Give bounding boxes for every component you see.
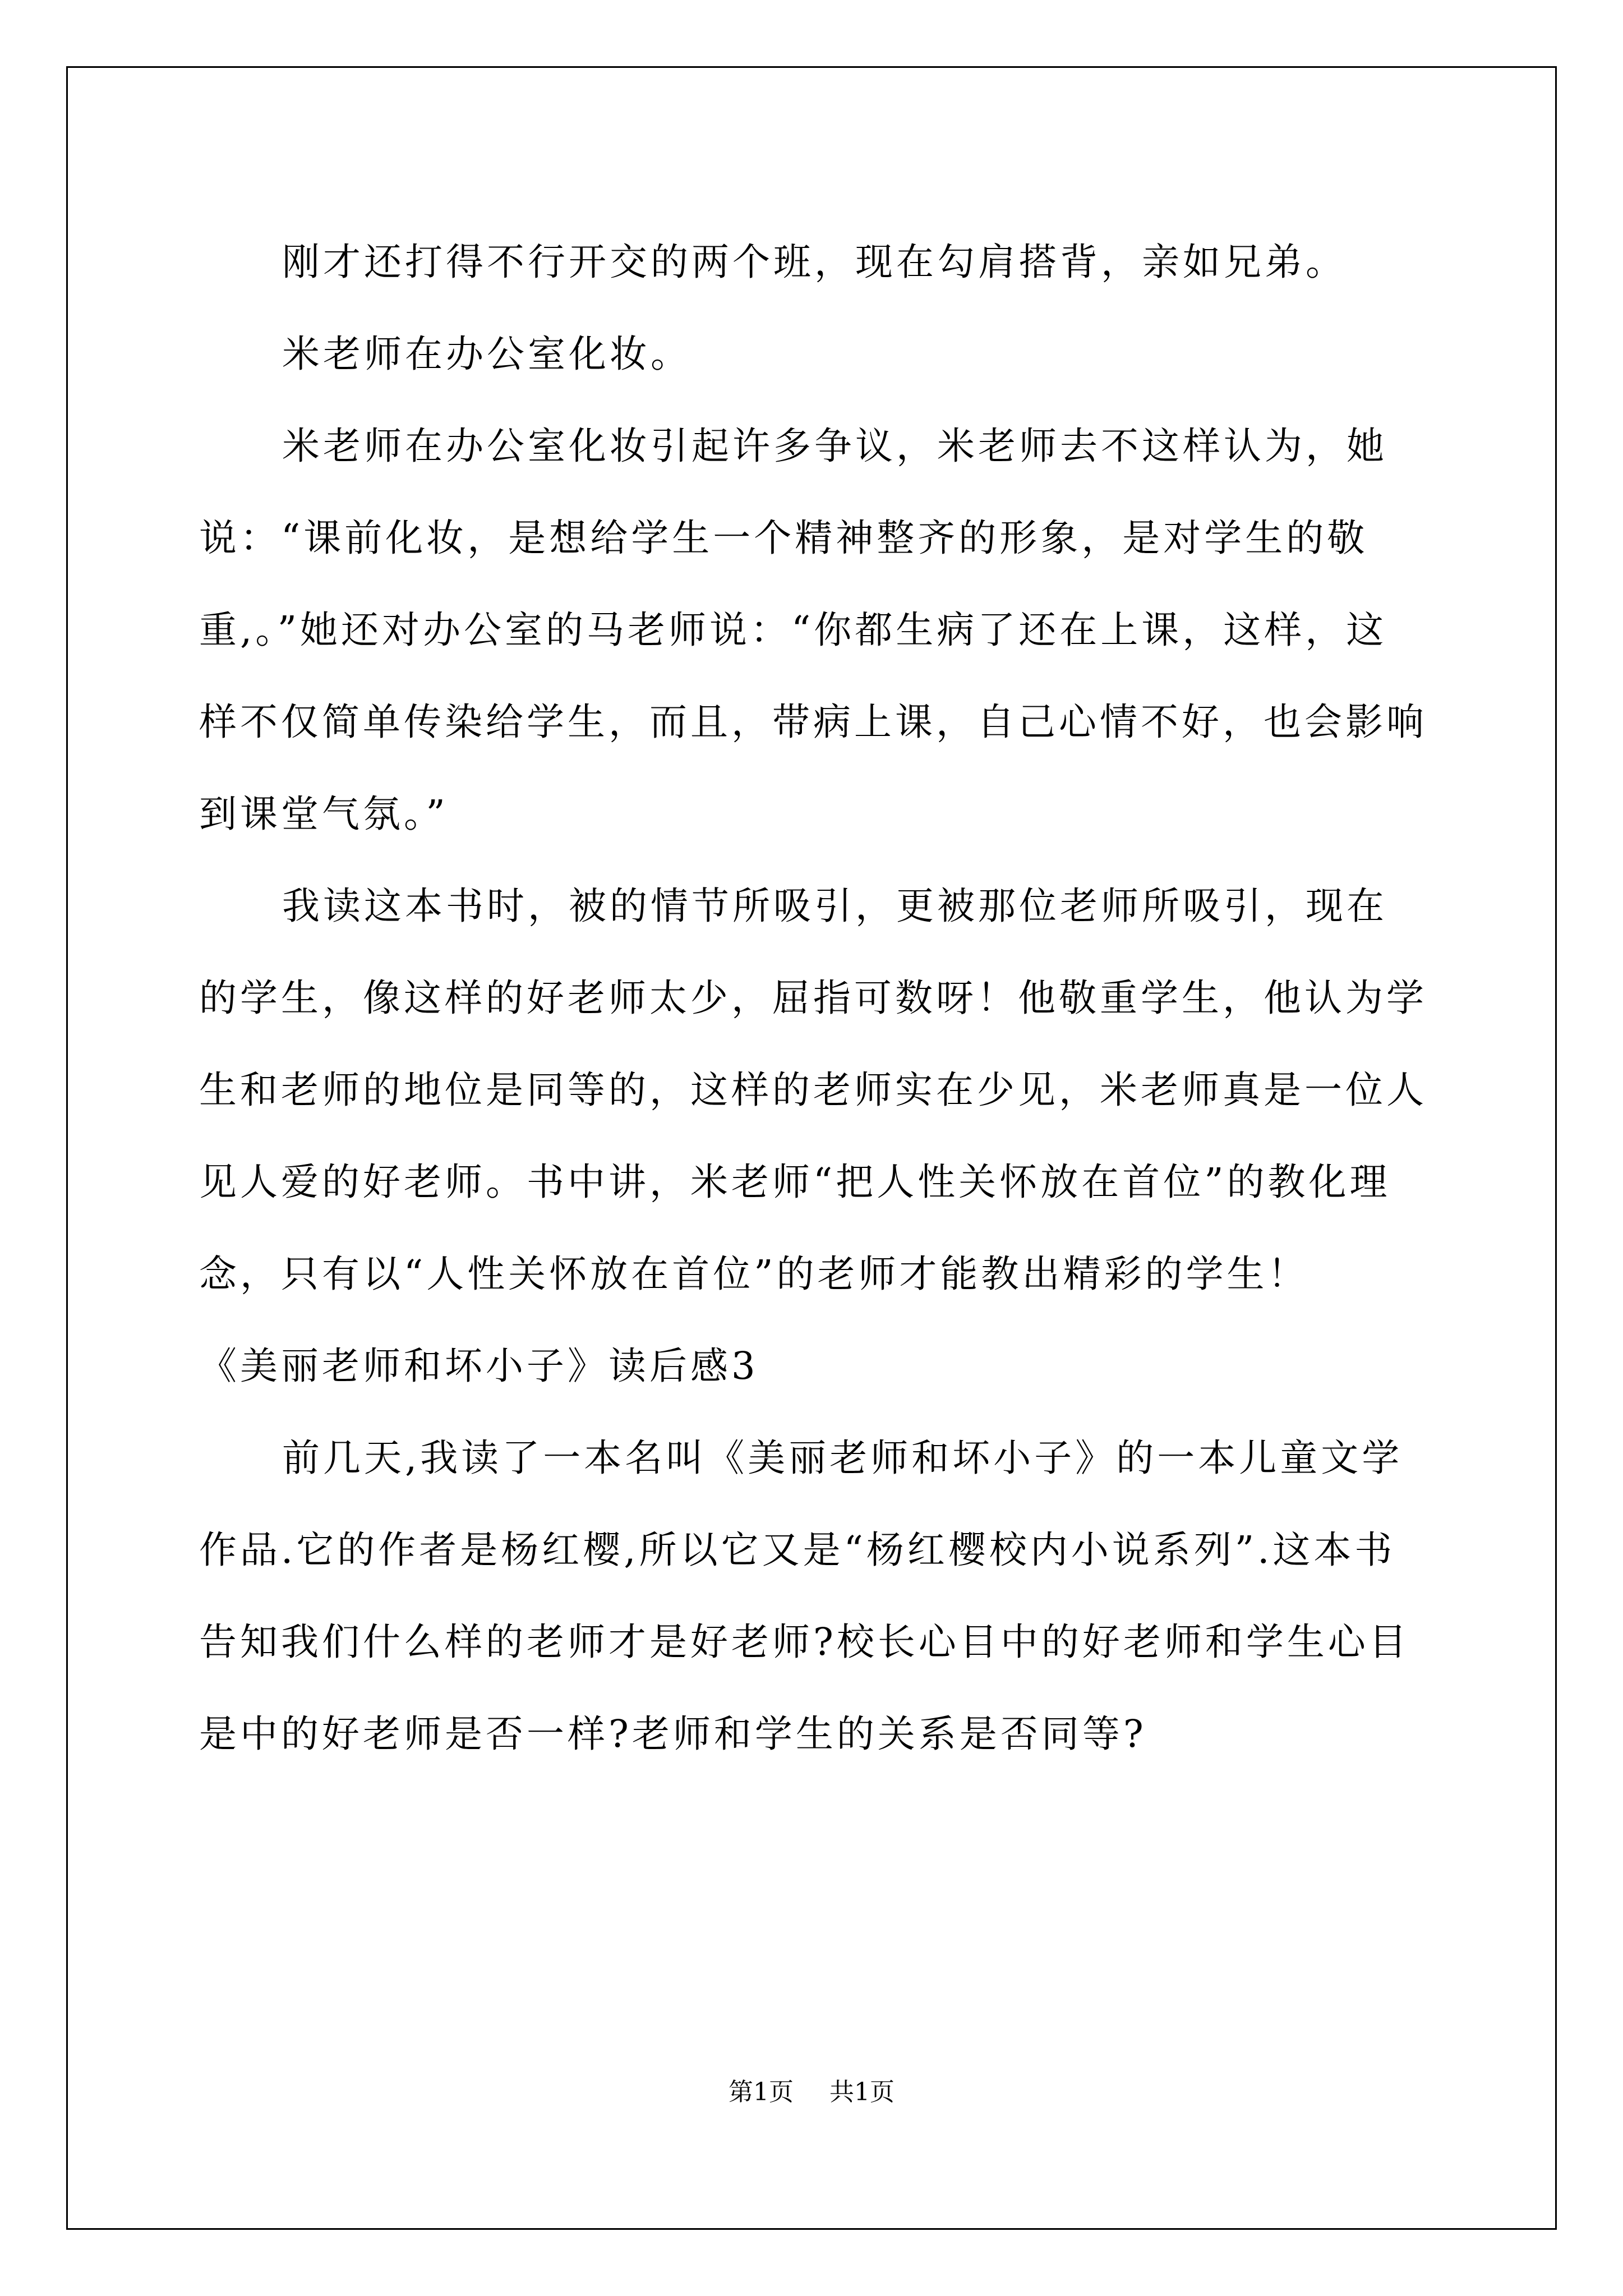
document-body: [199, 216, 1427, 1780]
page-total: 共1页: [829, 2078, 895, 2106]
paragraph-1: 刚才还打得不行开交的两个班，现在勾肩搭背，亲如兄弟。: [282, 240, 1347, 284]
paragraph-4: 我读这本书时，被的情节所吸引，更被那位老师所吸引，现在的学生，像这样的好老师太少，屈指可数呀！他敬重学生，他认为学生和老师的地位是同等的，这样的老师实在少见，米老师真是一位人见人爱的好老师。书中讲，米老师“把人性关怀放在首位”的教化理念，只有以“人性关怀放在首位”的老师才能教出精彩的学生！: [199, 884, 1427, 1296]
section-heading: 《美丽老师和坏小子》读后感3: [199, 1344, 759, 1388]
page-number: 第1页: [728, 2078, 794, 2106]
page-footer: [0, 2076, 1623, 2109]
paragraph-2: 米老师在办公室化妆。: [282, 332, 691, 376]
paragraph-3: 米老师在办公室化妆引起许多争议，米老师去不这样认为，她说：“课前化妆，是想给学生一个精神整齐的形象，是对学生的敬重,。”她还对办公室的马老师说：“你都生病了还在上课，这样，这样不仅简单传染给学生，而且，带病上课，自己心情不好，也会影响到课堂气氛。”: [199, 424, 1427, 836]
section-paragraph-1: 前几天,我读了一本名叫《美丽老师和坏小子》的一本儿童文学作品.它的作者是杨红樱,所以它又是“杨红樱校内小说系列”.这本书告知我们什么样的老师才是好老师?校长心目中的好老师和学生心目是中的好老师是否一样?老师和学生的关系是否同等?: [199, 1436, 1410, 1756]
